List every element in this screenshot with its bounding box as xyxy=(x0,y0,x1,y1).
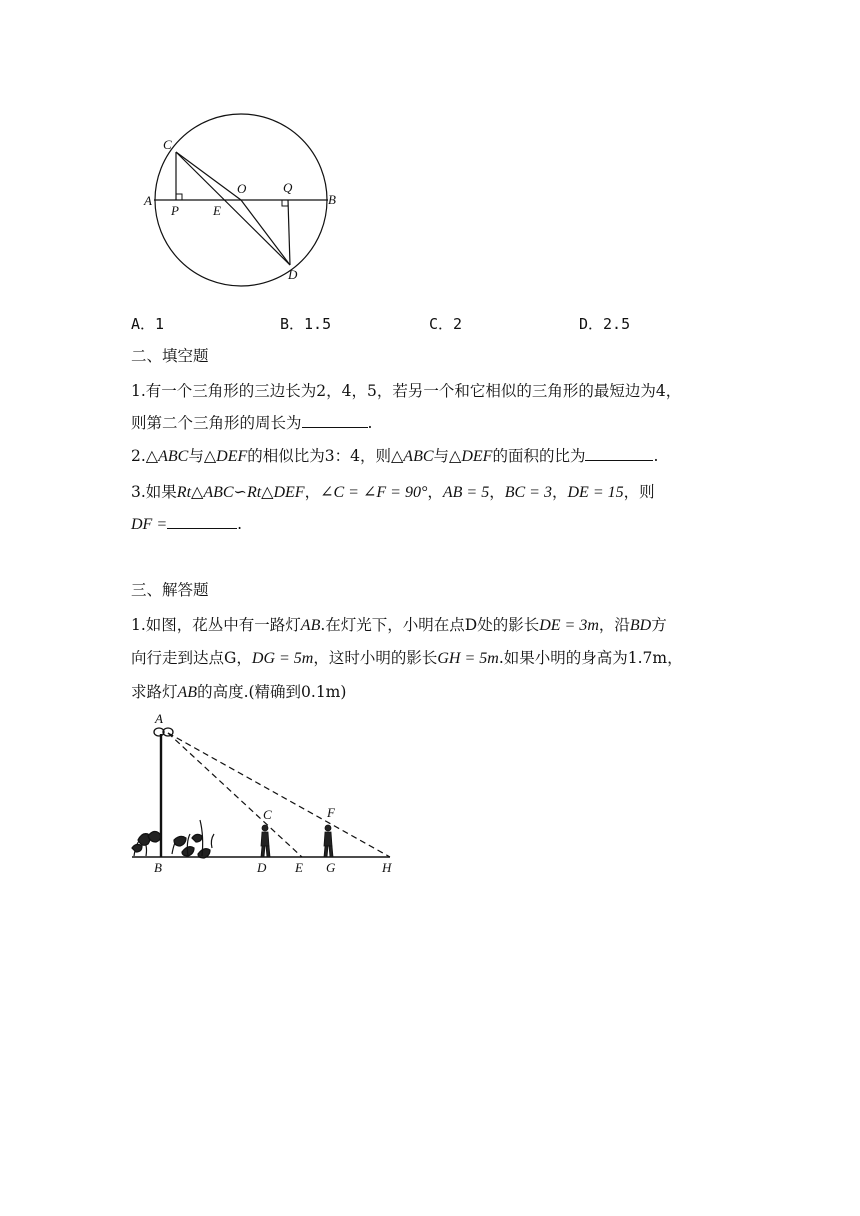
flower-bush xyxy=(132,820,214,858)
option-b: B．1.5 xyxy=(280,315,332,333)
ab-symbol: AB xyxy=(300,617,321,634)
label-d: D xyxy=(257,860,267,875)
segment-od xyxy=(241,200,290,265)
s2-q2-prefix: 2. xyxy=(131,447,146,465)
person-at-d xyxy=(261,825,270,857)
label-f: F xyxy=(327,805,335,820)
label-a: A xyxy=(144,193,152,208)
s3-q1-line3 xyxy=(131,682,346,703)
label-c: C xyxy=(163,137,172,152)
label-e: E xyxy=(213,203,221,218)
s3-text: .如果小明的身高为1.7m， xyxy=(498,649,683,667)
triangle-def-2: △DEF xyxy=(449,448,493,465)
s2-q2-end: . xyxy=(653,447,659,465)
s2-q3-end: . xyxy=(237,515,243,533)
s3-text: ，沿 xyxy=(598,616,630,634)
circle-figure xyxy=(130,108,360,290)
label-h: H xyxy=(382,860,392,875)
s2-q1-line2 xyxy=(131,413,372,433)
s3-text: 向行走到达点G， xyxy=(131,649,252,667)
triangle-def: △DEF xyxy=(203,448,248,465)
s2-q2-mid1: 与 xyxy=(188,447,204,465)
answer-blank xyxy=(167,514,237,529)
label-q: Q xyxy=(283,180,293,195)
option-d: D．2.5 xyxy=(579,315,631,333)
s2-q3-line1 xyxy=(131,482,655,503)
s3-text: .在灯光下，小明在点D处的影长 xyxy=(320,616,540,634)
s3-q1-line2 xyxy=(131,648,683,669)
s2-q1-end: . xyxy=(367,414,373,432)
label-g: G xyxy=(326,860,336,875)
sep: ， xyxy=(427,483,443,501)
s2-q2-mid2: 的相似比为3：4，则 xyxy=(247,447,391,465)
sep: ， xyxy=(489,483,505,501)
lamp-figure xyxy=(128,708,403,880)
label-e: E xyxy=(295,860,303,875)
answer-blank xyxy=(302,413,368,428)
right-angle-q xyxy=(282,200,288,206)
s2-q1-text: 则第二个三角形的周长为 xyxy=(131,414,302,432)
label-p: P xyxy=(171,203,179,218)
person-at-g xyxy=(324,825,333,857)
label-b: B xyxy=(154,860,162,875)
segment-cd xyxy=(176,152,290,265)
gh-shadow: GH = 5m xyxy=(437,650,499,667)
similar-triangles: Rt△ABC∽Rt△DEF xyxy=(176,484,305,501)
s2-q3-prefix: 3.如果 xyxy=(131,483,177,501)
sep: ， xyxy=(304,483,321,501)
s2-q3-line2 xyxy=(131,514,242,535)
right-angles: ∠C = ∠F = 90° xyxy=(320,484,428,501)
ab-length: AB = 5 xyxy=(442,484,490,501)
s2-q2-mid3: 与 xyxy=(433,447,450,465)
s3-text: 方 xyxy=(651,616,667,634)
df-expression: DF = xyxy=(131,516,168,533)
answer-blank xyxy=(585,446,653,461)
de-shadow: DE = 3m xyxy=(539,617,599,634)
s3-text: ，这时小明的影长 xyxy=(313,649,438,667)
section2-title: 二、填空题 xyxy=(131,347,209,365)
bc-length: BC = 3 xyxy=(504,484,552,501)
segment-qd xyxy=(288,200,290,265)
segment-co xyxy=(176,152,241,200)
sep: ， xyxy=(551,483,568,501)
s3-text: 1.如图，花丛中有一路灯 xyxy=(131,616,301,634)
label-b: B xyxy=(328,192,336,207)
option-c: C．2 xyxy=(429,315,463,333)
section3-title: 三、解答题 xyxy=(131,581,209,599)
s2-q2-mid4: 的面积的比为 xyxy=(492,447,586,465)
s3-text: 求路灯 xyxy=(131,683,178,701)
de-length: DE = 15 xyxy=(567,484,624,501)
label-o: O xyxy=(237,181,247,196)
label-a: A xyxy=(155,711,163,726)
dg-length: DG = 5m xyxy=(251,650,314,667)
triangle-abc: △ABC xyxy=(145,448,189,465)
s2-q3-then: ，则 xyxy=(623,483,655,501)
s3-q1-line1 xyxy=(131,615,667,636)
option-a: A．1 xyxy=(131,315,165,333)
s2-q2 xyxy=(131,446,658,467)
ab-symbol-2: AB xyxy=(177,684,198,701)
label-c: C xyxy=(263,807,272,822)
bd-symbol: BD xyxy=(629,617,652,634)
s2-q1-line1: 1.有一个三角形的三边长为2，4，5，若另一个和它相似的三角形的最短边为4， xyxy=(131,382,682,400)
triangle-abc-2: △ABC xyxy=(390,448,434,465)
label-d: D xyxy=(288,267,298,282)
right-angle-p xyxy=(176,194,182,200)
s3-text: 的高度.(精确到0.1m) xyxy=(197,683,347,701)
